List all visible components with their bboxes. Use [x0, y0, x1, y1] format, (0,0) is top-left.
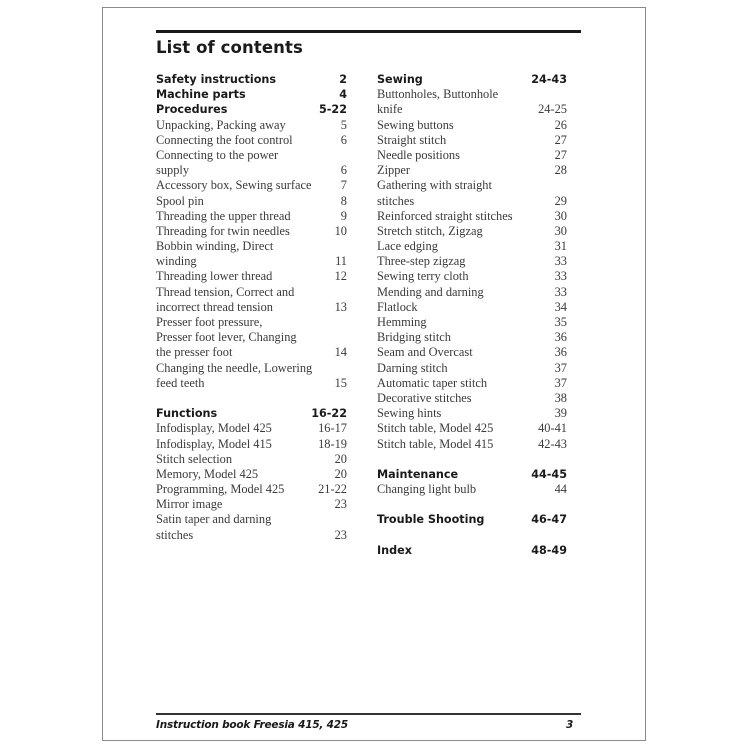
toc-page-number: 24-43: [531, 73, 567, 86]
toc-entry-label: supply: [156, 163, 190, 178]
toc-page-number: 4: [339, 88, 347, 102]
toc-section-heading: [156, 87, 347, 102]
toc-page-number: 6: [340, 163, 347, 178]
toc-page-number: 30: [554, 223, 567, 238]
toc-entry-label: Index: [377, 543, 412, 557]
toc-entry: [156, 482, 347, 497]
toc-entry: [377, 269, 567, 284]
toc-entry-label: Hemming: [377, 315, 427, 329]
toc-entry: [156, 315, 347, 330]
toc-entry-label: Three-step zigzag: [377, 254, 466, 269]
toc-entry: [377, 102, 567, 117]
toc-entry: [156, 361, 347, 376]
toc-entry-label: Stitch selection: [156, 451, 233, 466]
toc-entry: [377, 224, 567, 239]
toc-entry-label: Bridging stitch: [377, 330, 451, 345]
toc-entry: [377, 330, 567, 345]
toc-entry-label: Thread tension, Correct and: [156, 284, 295, 299]
header-rule: [156, 30, 581, 33]
toc-entry: [377, 178, 567, 193]
toc-page-number: 15: [334, 375, 347, 390]
toc-section-heading: [156, 102, 347, 117]
toc-entry-label: Sewing: [377, 73, 423, 86]
toc-page-number: 28: [554, 163, 567, 178]
toc-entry: [156, 497, 347, 512]
toc-entry: [156, 528, 347, 543]
toc-page-number: 13: [334, 299, 347, 314]
toc-page-number: 20: [334, 451, 347, 466]
toc-entry: [156, 330, 347, 345]
toc-page-number: 10: [334, 223, 347, 238]
toc-page-number: 24-25: [538, 102, 567, 117]
toc-entry-label: Presser foot pressure,: [156, 315, 263, 329]
toc-entry-label: feed teeth: [156, 375, 205, 390]
toc-section-heading: [156, 72, 347, 87]
toc-entry-label: Stitch table, Model 415: [377, 436, 494, 451]
toc-entry-label: Trouble Shooting: [377, 513, 485, 527]
toc-page-number: 5: [340, 117, 347, 132]
toc-spacer: [377, 528, 567, 543]
toc-entry: [156, 178, 347, 193]
toc-entry-label: incorrect thread tension: [156, 299, 273, 314]
toc-entry-label: stitches: [377, 193, 415, 208]
toc-page-number: 16-22: [311, 407, 347, 421]
toc-entry-label: stitches: [156, 527, 194, 542]
toc-entry-label: Procedures: [156, 103, 228, 117]
toc-entry-label: Flatlock: [377, 299, 418, 314]
toc-page-number: 14: [334, 345, 347, 360]
toc-entry: [156, 239, 347, 254]
toc-entry-label: Reinforced straight stitches: [377, 208, 513, 223]
toc-entry: [156, 254, 347, 269]
toc-page-number: 37: [554, 375, 567, 390]
toc-entry: [377, 421, 567, 436]
toc-entry-label: Maintenance: [377, 467, 459, 481]
toc-page-number: 7: [340, 178, 347, 193]
toc-entry-label: Satin taper and darning: [156, 512, 272, 527]
toc-section-heading: [156, 406, 347, 421]
toc-entry-label: Lace edging: [377, 239, 438, 254]
toc-page-number: 29: [554, 193, 567, 208]
toc-entry: [156, 512, 347, 527]
toc-left-column: [156, 72, 347, 543]
toc-entry-label: Bobbin winding, Direct: [156, 239, 274, 254]
toc-entry: [156, 421, 347, 436]
toc-entry-label: Decorative stitches: [377, 390, 472, 405]
toc-section-heading: [377, 543, 567, 558]
toc-entry-label: Mending and darning: [377, 284, 484, 299]
toc-page-number: 5-22: [319, 103, 347, 117]
toc-entry-label: Threading for twin needles: [156, 223, 290, 238]
toc-entry-label: Stretch stitch, Zigzag: [377, 223, 483, 238]
toc-spacer: [377, 497, 567, 512]
toc-page-number: 34: [554, 299, 567, 314]
toc-page-number: 44: [554, 482, 567, 497]
toc-entry: [377, 315, 567, 330]
toc-page-number: 42-43: [538, 436, 567, 451]
toc-page-number: 16-17: [318, 421, 347, 436]
toc-entry: [377, 437, 567, 452]
toc-entry-label: Sewing terry cloth: [377, 269, 469, 284]
toc-entry: [156, 285, 347, 300]
toc-entry-label: the presser foot: [156, 345, 233, 360]
toc-page-number: 8: [340, 193, 347, 208]
toc-entry-label: Sewing buttons: [377, 117, 454, 132]
toc-entry: [156, 345, 347, 360]
toc-right-column: [377, 72, 567, 558]
toc-page-number: 12: [334, 269, 347, 284]
toc-entry-label: Accessory box, Sewing surface: [156, 178, 312, 193]
toc-entry-label: Memory, Model 425: [156, 466, 259, 481]
toc-entry-label: Stitch table, Model 425: [377, 421, 494, 436]
toc-page-number: 27: [554, 132, 567, 147]
toc-entry: [377, 345, 567, 360]
toc-entry-label: Spool pin: [156, 193, 204, 208]
toc-entry: [156, 194, 347, 209]
toc-entry: [156, 452, 347, 467]
toc-entry: [377, 194, 567, 209]
toc-entry: [377, 118, 567, 133]
toc-entry: [156, 467, 347, 482]
toc-entry-label: Threading the upper thread: [156, 208, 291, 223]
toc-page-number: 18-19: [318, 436, 347, 451]
toc-entry-label: Gathering with straight: [377, 178, 492, 193]
toc-page-number: 26: [554, 117, 567, 132]
toc-page-number: 2: [339, 73, 347, 86]
toc-page-number: 38: [554, 390, 567, 405]
toc-entry-label: Connecting to the power: [156, 147, 279, 162]
toc-entry: [156, 133, 347, 148]
toc-entry-label: Needle positions: [377, 147, 460, 162]
toc-entry: [377, 239, 567, 254]
toc-entry: [156, 209, 347, 224]
toc-entry-label: Zipper: [377, 163, 411, 178]
toc-page-number: 30: [554, 208, 567, 223]
toc-page-number: 37: [554, 360, 567, 375]
toc-spacer: [377, 452, 567, 467]
toc-page-number: 11: [335, 254, 347, 269]
toc-entry-label: Unpacking, Packing away: [156, 117, 286, 132]
toc-page-number: 9: [340, 208, 347, 223]
toc-entry-label: Safety instructions: [156, 73, 277, 86]
toc-entry-label: Threading lower thread: [156, 269, 273, 284]
toc-entry: [377, 133, 567, 148]
toc-section-heading: [377, 467, 567, 482]
toc-page-number: 23: [334, 527, 347, 542]
toc-entry: [377, 376, 567, 391]
footer-page-number: 3: [566, 719, 574, 731]
toc-entry: [377, 361, 567, 376]
toc-page-number: 27: [554, 147, 567, 162]
toc-page-number: 23: [334, 497, 347, 512]
toc-entry: [377, 163, 567, 178]
toc-entry: [377, 254, 567, 269]
toc-page-number: 33: [554, 254, 567, 269]
toc-entry-label: Machine parts: [156, 88, 246, 102]
toc-entry: [156, 269, 347, 284]
toc-entry-label: Functions: [156, 407, 218, 421]
toc-entry: [377, 406, 567, 421]
toc-entry-label: knife: [377, 102, 403, 117]
toc-entry: [377, 209, 567, 224]
toc-entry: [156, 148, 347, 163]
page-title: List of contents: [156, 38, 303, 57]
toc-entry-label: winding: [156, 254, 197, 269]
toc-entry: [377, 482, 567, 497]
toc-entry: [377, 148, 567, 163]
toc-spacer: [156, 391, 347, 406]
toc-entry-label: Infodisplay, Model 425: [156, 421, 272, 436]
toc-page-number: 20: [334, 466, 347, 481]
toc-entry-label: Changing light bulb: [377, 482, 477, 497]
toc-page-number: 46-47: [531, 513, 567, 527]
toc-page-number: 35: [554, 315, 567, 329]
toc-entry-label: Programming, Model 425: [156, 482, 285, 497]
toc-page-number: 36: [554, 345, 567, 360]
toc-entry: [377, 285, 567, 300]
toc-entry-label: Mirror image: [156, 497, 223, 512]
toc-entry-label: Darning stitch: [377, 360, 448, 375]
toc-entry-label: Changing the needle, Lowering: [156, 360, 313, 375]
toc-entry: [156, 437, 347, 452]
toc-page-number: 33: [554, 284, 567, 299]
toc-entry: [377, 300, 567, 315]
toc-entry-label: Seam and Overcast: [377, 345, 473, 360]
toc-page-number: 39: [554, 406, 567, 421]
toc-entry-label: Connecting the foot control: [156, 132, 293, 147]
toc-entry: [377, 87, 567, 102]
toc-page-number: 21-22: [318, 482, 347, 497]
toc-entry: [156, 118, 347, 133]
footer-book-title: Instruction book Freesia 415, 425: [156, 719, 348, 731]
toc-entry-label: Infodisplay, Model 415: [156, 436, 272, 451]
toc-section-heading: [377, 512, 567, 527]
toc-page-number: 31: [554, 239, 567, 254]
toc-entry: [156, 300, 347, 315]
toc-section-heading: [377, 72, 567, 87]
toc-page-number: 36: [554, 330, 567, 345]
toc-entry-label: Straight stitch: [377, 132, 447, 147]
toc-page-number: 40-41: [538, 421, 567, 436]
footer-rule: [156, 713, 581, 715]
toc-entry-label: Automatic taper stitch: [377, 375, 488, 390]
toc-entry-label: Sewing hints: [377, 406, 442, 421]
toc-entry-label: Presser foot lever, Changing: [156, 330, 297, 345]
toc-entry-label: Buttonholes, Buttonhole: [377, 87, 499, 102]
toc-page-number: 44-45: [531, 467, 567, 481]
toc-page-number: 48-49: [531, 543, 567, 557]
toc-entry: [156, 376, 347, 391]
toc-entry: [156, 224, 347, 239]
toc-entry: [377, 391, 567, 406]
toc-entry: [156, 163, 347, 178]
toc-page-number: 33: [554, 269, 567, 284]
toc-page-number: 6: [340, 132, 347, 147]
